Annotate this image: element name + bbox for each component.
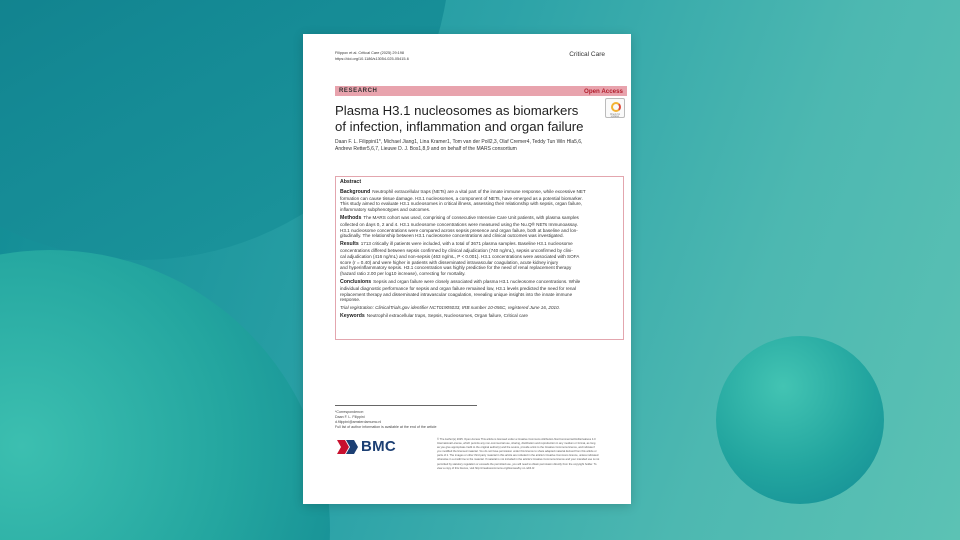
conclusions-label: Conclusions xyxy=(340,278,372,285)
trial-registration-text: Trial registration: ClinicalTrials.gov identifier NCT01905033, IRB number 10-056C, registered June 16, 2010. xyxy=(340,305,560,311)
footnote-line: Full list of author information is available at the end of the article xyxy=(335,424,437,429)
abstract-conclusions xyxy=(340,279,619,303)
background-line: This study aimed to evaluate H3.1 nucleosomes in critical illness, assessing their relationship with sepsis, organ failure, xyxy=(340,201,583,207)
trial-registration xyxy=(340,305,619,311)
title-line: of infection, inflammation and organ failure xyxy=(335,118,584,134)
bmc-logo-text: BMC xyxy=(361,438,397,455)
paper-title xyxy=(335,103,603,134)
conclusions-line: replacement therapy and disseminated intravascular coagulation, revealing unique insights into the innate immune xyxy=(340,291,573,297)
author-line: Daan F. L. Filippini1*, Michael Jiang1, Lina Kramer1, Tom van der Poll2,3, Olaf Cremer4, Teddy Tun Win Hla5,6, xyxy=(335,139,583,145)
abstract-keywords xyxy=(340,313,619,320)
journal-name: Critical Care xyxy=(569,51,605,58)
background-line: inflammatory subphenotypes and outcomes. xyxy=(340,207,431,213)
license-line: International License, which permits any non-commercial use, sharing, distribution and reproduction in any medium or format, as long xyxy=(437,442,596,446)
decorative-circle-left xyxy=(0,250,330,540)
conclusions-line: response. xyxy=(340,297,361,303)
author-line: Andrew Retter5,6,7, Lieuwe D. J. Bos1,8,9 and on behalf of the MARS consortium xyxy=(335,146,517,153)
footnote-line: Daan F. L. Filippini xyxy=(335,414,365,419)
conclusions-line: individual diagnostic performance for sepsis and organ failure remained low, H3.1 levels predicted the need for renal xyxy=(340,285,576,291)
correspondence-footnote xyxy=(335,410,436,430)
results-line: and hyperinflammatory sepsis. H3.1 concentration was highly predictive for the need of renal replacement therapy xyxy=(340,265,572,271)
methods-line: H3.1 nucleosome concentrations were compared across sepsis presence and organ failure, both at baseline and lon- xyxy=(340,227,578,233)
citation-text: Filippov et al. Critical Care (2025) 29:198 xyxy=(335,51,405,55)
conclusions-line: Sepsis and organ failure were closely associated with plasma H3.1 nucleosome concentrations. While xyxy=(373,278,581,284)
abstract-heading: Abstract xyxy=(340,179,362,185)
paper-page xyxy=(303,34,631,504)
open-access-label: Open Access xyxy=(584,87,623,95)
methods-label: Methods xyxy=(340,214,362,221)
abstract-box xyxy=(335,176,624,340)
paper-citation xyxy=(335,51,409,62)
abstract-background xyxy=(340,189,619,213)
bmc-logo xyxy=(335,436,407,458)
section-label: RESEARCH xyxy=(339,87,378,94)
abstract-methods xyxy=(340,215,619,239)
license-line: permitted by statutory regulation or exceeds the permitted use, you will need to obtain permission directly from the copyright holder. To xyxy=(437,462,597,466)
background-line: Neutrophil extracellular traps (NETs) are a vital part of the innate immune response, while excessive NET xyxy=(372,188,586,194)
results-label: Results xyxy=(340,241,359,248)
doi-link[interactable]: https://doi.org/10.1186/s13054-025-05415-6 xyxy=(335,56,409,61)
abstract-results xyxy=(340,241,619,277)
license-line: © The Author(s) 2025. Open Access This article is licensed under a Creative Commons Attribution-NonCommercial-NoDerivatives 4.0 xyxy=(437,438,596,441)
background-label: Background xyxy=(340,188,371,195)
results-line: concentrations differed between sepsis confirmed by clinical adjudication (740 ng/mL), sepsis unconfirmed by clini- xyxy=(340,247,573,253)
background-line: formation can cause tissue damage. H3.1 nucleosomes, a component of NETs, have emerged as a potential biomarker. xyxy=(340,195,583,201)
author-list xyxy=(335,139,627,153)
keywords-text: Neutrophil extracellular traps, Sepsis, Nucleosomes, Organ failure, Critical care xyxy=(366,312,528,318)
methods-line: The MARS cohort was used, comprising of consecutive Intensive Care Unit patients, with plasma samples xyxy=(363,214,579,220)
license-line: otherwise in a credit line to the material. If material is not included in the article's Creative Commons licence and your intended use is not xyxy=(437,458,600,462)
footnote-line: d.filippini@amsterdamumc.nl xyxy=(335,419,382,424)
crossmark-icon xyxy=(611,102,621,112)
results-line: score (r = 0.40) and were higher in patients with disseminated intravascular coagulation, acute kidney injury xyxy=(340,259,559,265)
crossmark-badge[interactable] xyxy=(605,98,625,118)
results-line: 1713 critically ill patients were included, with a total of 3671 plasma samples. Baseline H3.1 nucleosome xyxy=(360,241,573,247)
section-bar xyxy=(335,86,627,96)
results-line: cal adjudication (416 ng/mL) and non-sepsis (463 ng/mL, P < 0.001). H3.1 concentrations were associated with SOFA xyxy=(340,253,580,259)
results-line: (hazard ratio 2.00 per log10 increase), correcting for mortality. xyxy=(340,271,466,277)
license-notice xyxy=(437,438,629,471)
license-line: as you give appropriate credit to the original author(s) and the source, provide a link to the Creative Commons licence, and indicate if xyxy=(437,446,595,450)
methods-line: gitudinally. The relationship between H3.1 nucleosome concentrations and clinical outcomes was investigated. xyxy=(340,233,564,239)
decorative-circle-right xyxy=(716,336,884,504)
license-line: view a copy of this licence, visit http://creativecommons.org/licenses/by-nc-nd/4.0/. xyxy=(437,466,535,470)
footnote-line: *Correspondence: xyxy=(335,410,364,414)
license-line: parts of it. The images or other third party material in this article are included in the article's Creative Commons licence, unless indicated xyxy=(437,454,599,458)
crossmark-label: Check for updates xyxy=(609,112,621,119)
license-line: you modified the licensed material. You do not have permission under this licence to share adapted material derived from this article or xyxy=(437,450,597,454)
title-line: Plasma H3.1 nucleosomes as biomarkers xyxy=(335,103,579,118)
methods-line: collected on days 0, 2 and 4. H3.1 nucleosome concentrations were measured using the Nu.Q® NETs Immunoassay. xyxy=(340,221,578,227)
bmc-logo-icon xyxy=(335,436,359,458)
footnote-divider xyxy=(335,405,477,406)
keywords-label: Keywords xyxy=(340,312,365,319)
